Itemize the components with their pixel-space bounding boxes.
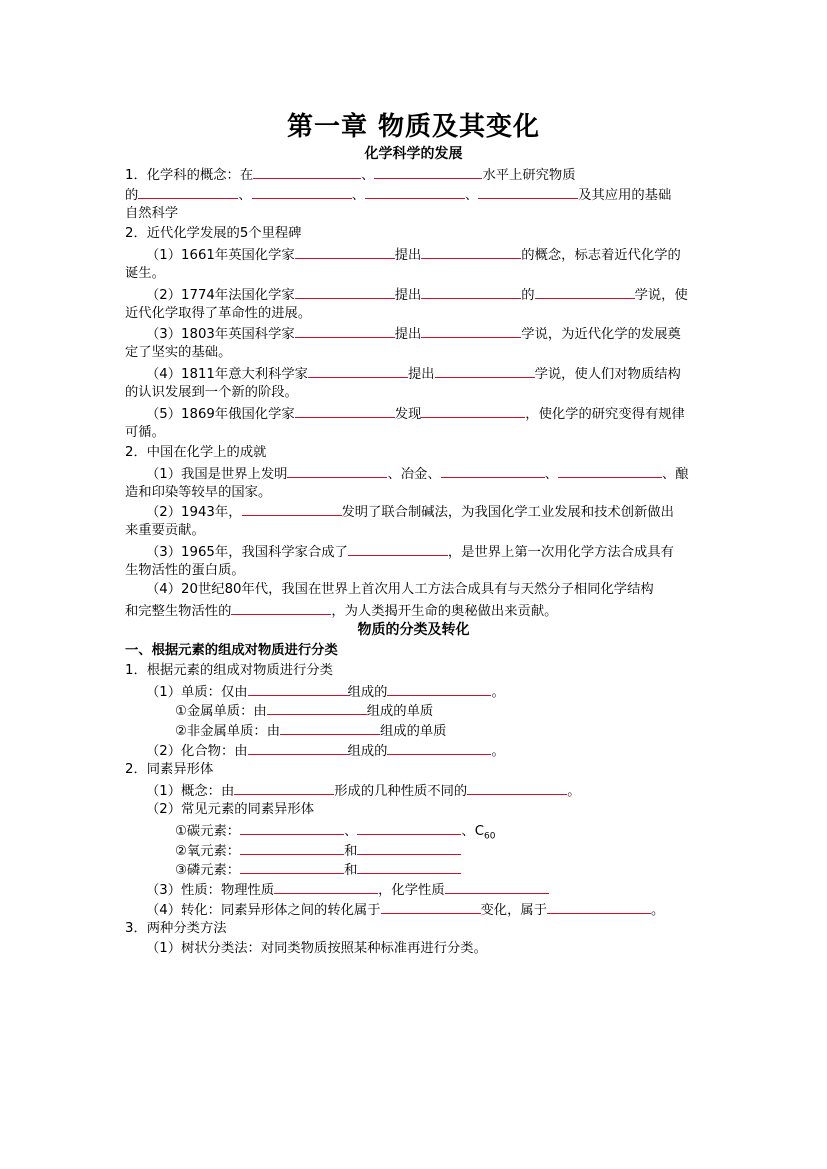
fill-blank[interactable] — [287, 463, 387, 478]
fill-blank[interactable] — [357, 820, 461, 835]
text-line: （2）1774年法国化学家 提出 的 学说，使 — [146, 284, 688, 305]
subsection-title: 一、根据元素的组成对物质进行分类 — [125, 643, 338, 658]
fill-blank[interactable] — [234, 780, 334, 795]
chapter-title: 第一章 物质及其变化 — [286, 112, 541, 142]
fill-blank[interactable] — [535, 284, 635, 299]
fill-blank[interactable] — [280, 720, 380, 735]
text-line: 自然科学 — [125, 206, 179, 221]
fill-blank[interactable] — [240, 859, 344, 874]
fill-blank[interactable] — [240, 840, 344, 855]
text-line: （1）1661年英国化学家 提出 的概念，标志着近代化学的 — [146, 244, 681, 265]
text-line: （5）1869年俄国化学家 发现 ，使化学的研究变得有规律 — [146, 403, 685, 424]
text-line: ②氧元素： 和 — [175, 840, 461, 861]
text-line: 的认识发展到一个新的阶段。 — [125, 385, 298, 400]
fill-blank[interactable] — [421, 244, 521, 259]
fill-blank[interactable] — [478, 184, 578, 199]
text-line: （1）树状分类法：对同类物质按照某种标准再进行分类。 — [146, 941, 487, 956]
fill-blank[interactable] — [295, 323, 395, 338]
fill-blank[interactable] — [231, 600, 331, 615]
fill-blank[interactable] — [267, 700, 367, 715]
fill-blank[interactable] — [558, 463, 662, 478]
text-line: 和完整生物活性的 ，为人类揭开生命的奥秘做出来贡献。 — [125, 600, 557, 621]
text-line: 定了坚实的基础。 — [125, 345, 232, 360]
text-line: 1．根据元素的组成对物质进行分类 — [125, 663, 333, 678]
fill-blank[interactable] — [138, 184, 238, 199]
text-line: ①金属单质：由 组成的单质 — [175, 700, 433, 721]
fill-blank[interactable] — [374, 164, 482, 179]
text-line: （3）1965年，我国科学家合成了 ，是世界上第一次用化学方法合成具有 — [146, 541, 674, 562]
text-line: 来重要贡献。 — [125, 523, 205, 538]
text-line: （1）我国是世界上发明 、冶金、 、 、酿 — [146, 463, 689, 484]
fill-blank[interactable] — [441, 463, 545, 478]
text-line: 造和印染等较早的国家。 — [125, 485, 272, 500]
fill-blank[interactable] — [421, 284, 521, 299]
fill-blank[interactable] — [295, 284, 395, 299]
text-line: 2．中国在化学上的成就 — [125, 445, 267, 460]
fill-blank[interactable] — [348, 541, 448, 556]
fill-blank[interactable] — [421, 403, 525, 418]
fill-blank[interactable] — [308, 363, 408, 378]
fill-blank[interactable] — [252, 184, 352, 199]
text-line: ①碳元素： 、 、$C_{60}$ — [175, 820, 495, 847]
text-line: 2．同素异形体 — [125, 762, 214, 777]
fill-blank[interactable] — [445, 879, 549, 894]
text-line: （4）20世纪80年代，我国在世界上首次用人工方法合成具有与天然分子相同化学结构 — [146, 582, 654, 597]
fill-blank[interactable] — [467, 780, 567, 795]
text-line: 近代化学取得了革命性的进展。 — [125, 306, 312, 321]
fill-blank[interactable] — [253, 164, 361, 179]
fill-blank[interactable] — [435, 363, 535, 378]
text-line: （4）1811年意大利科学家 提出 学说，使人们对物质结构 — [146, 363, 681, 384]
text-line: （2）化合物：由 组成的 。 — [146, 740, 505, 761]
text-line: 2．近代化学发展的5个里程碑 — [125, 226, 302, 241]
fill-blank[interactable] — [357, 840, 461, 855]
subscript-60: 60 — [484, 831, 496, 842]
text-line: （1）单质：仅由 组成的 。 — [146, 681, 505, 702]
fill-blank[interactable] — [248, 681, 348, 696]
text-line: 生物活性的蛋白质。 — [125, 563, 245, 578]
text-line: ③磷元素： 和 — [175, 859, 461, 880]
fill-blank[interactable] — [381, 899, 481, 914]
text-line: 1．化学科的概念：在 、 水平上研究物质 — [125, 164, 576, 185]
fill-blank[interactable] — [242, 501, 342, 516]
fill-blank[interactable] — [248, 740, 348, 755]
text-line: （3）1803年英国科学家 提出 学说，为近代化学的发展奠 — [146, 323, 681, 344]
fill-blank[interactable] — [365, 184, 465, 199]
fill-blank[interactable] — [240, 820, 344, 835]
text-line: 可循。 — [125, 425, 165, 440]
text-line: （1）概念：由 形成的几种性质不同的 。 — [146, 780, 581, 801]
text-line: 的 、 、 、 及其应用的基础 — [125, 184, 671, 205]
text-line: 3．两种分类方法 — [125, 921, 227, 936]
fill-blank[interactable] — [387, 681, 491, 696]
fill-blank[interactable] — [295, 403, 395, 418]
section-title-classification: 物质的分类及转化 — [357, 622, 470, 638]
text-line: （4）转化：同素异形体之间的转化属于 变化，属于 。 — [146, 899, 664, 920]
text-line: 诞生。 — [125, 266, 165, 281]
fill-blank[interactable] — [274, 879, 378, 894]
fill-blank[interactable] — [421, 323, 521, 338]
fill-blank[interactable] — [387, 740, 491, 755]
text-line: （2）常见元素的同素异形体 — [146, 802, 315, 817]
fill-blank[interactable] — [357, 859, 461, 874]
text-line: （3）性质：物理性质 ，化学性质 — [146, 879, 549, 900]
fill-blank[interactable] — [547, 899, 651, 914]
fill-blank[interactable] — [295, 244, 395, 259]
text-line: （2）1943年， 发明了联合制碱法，为我国化学工业发展和技术创新做出 — [146, 501, 674, 522]
section-title-development: 化学科学的发展 — [364, 146, 463, 162]
text-line: ②非金属单质：由 组成的单质 — [175, 720, 446, 741]
